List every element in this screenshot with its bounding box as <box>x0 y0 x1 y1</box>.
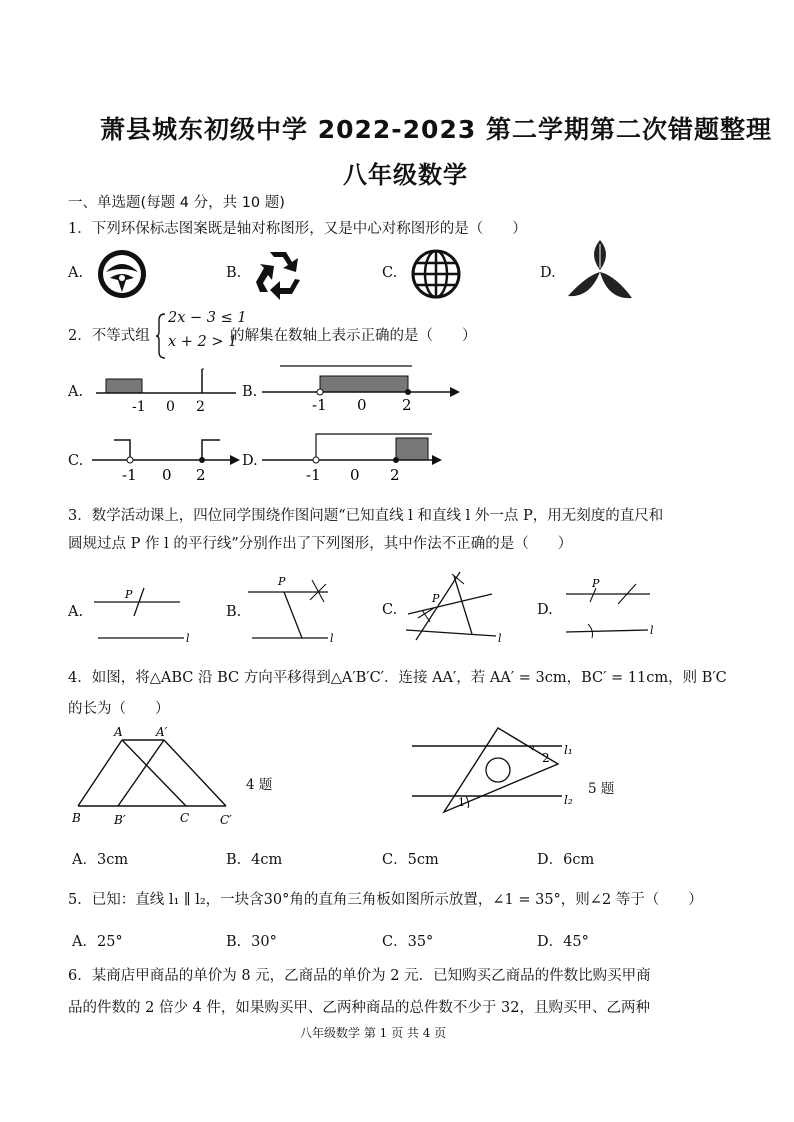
q5-option-c: C．35° <box>382 934 434 950</box>
tick-label: 2 <box>390 466 400 484</box>
construction-figure-d <box>562 574 662 644</box>
question-6-line-2: 品的件数的 2 倍少 4 件，如果购买甲、乙两种商品的总件数不少于 32，且购买甲、乙两种 <box>68 1000 650 1016</box>
line-label: l <box>650 624 654 637</box>
inequality-2: x + 2 > 1 <box>168 334 238 350</box>
angle-2-label: 2 <box>542 751 550 765</box>
q2-option-c-label: C. <box>68 453 84 469</box>
point-a-prime-label: A′ <box>156 725 168 739</box>
question-4-line-2: 的长为（ ） <box>68 701 170 717</box>
line-l1-label: l₁ <box>564 743 573 757</box>
construction-figure-a <box>94 582 204 646</box>
line-label: l <box>498 632 502 645</box>
q5-option-a: A．25° <box>72 934 123 950</box>
recycle-icon <box>250 246 306 300</box>
tick-label: -1 <box>312 396 327 414</box>
tick-label: -1 <box>306 466 321 484</box>
page-footer: 八年级数学 第 1 页 共 4 页 <box>300 1026 447 1040</box>
q4-option-b: B．4cm <box>226 852 283 868</box>
question-2-suffix: 的解集在数轴上表示正确的是（ ） <box>230 328 477 344</box>
q1-option-a-label: A. <box>68 265 84 281</box>
q1-option-b-label: B. <box>226 265 242 281</box>
tick-label: 0 <box>350 466 360 484</box>
tick-label: 2 <box>196 399 205 415</box>
q2-option-b-label: B. <box>242 384 258 400</box>
q3-option-d-label: D. <box>537 602 553 618</box>
q1-option-d-label: D. <box>540 265 556 281</box>
question-4-line-1: 4．如图，将△ABC 沿 BC 方向平移得到△A′B′C′．连接 AA′，若 AA′ = 3cm，BC′ = 11cm，则 B′C <box>68 670 727 686</box>
point-b-prime-label: B′ <box>114 813 126 827</box>
q5-option-b: B．30° <box>226 934 277 950</box>
line-label: l <box>330 632 334 645</box>
q1-option-c-label: C. <box>382 265 398 281</box>
q3-option-c-label: C. <box>382 602 398 618</box>
point-label: P <box>125 588 133 601</box>
three-leaf-icon <box>566 240 634 302</box>
tick-label: 2 <box>402 396 412 414</box>
globe-icon <box>410 248 462 300</box>
figure-5-label: 5 题 <box>588 781 615 797</box>
construction-figure-c <box>402 568 512 648</box>
point-label: P <box>592 577 600 590</box>
question-3-line-2: 圆规过点 P 作 l 的平行线”分别作出了下列图形，其中作法不正确的是（ ） <box>68 536 573 552</box>
point-c-prime-label: C′ <box>220 813 232 827</box>
question-2-prefix: 2．不等式组 <box>68 328 150 344</box>
point-label: P <box>278 575 286 588</box>
question-6-line-1: 6．某商店甲商品的单价为 8 元，乙商品的单价为 2 元．已知购买乙商品的件数比购买甲商 <box>68 968 651 984</box>
section-heading: 一、单选题(每题 4 分，共 10 题) <box>68 195 285 211</box>
number-line-b <box>262 360 462 416</box>
point-c-label: C <box>180 811 190 825</box>
translation-triangles-figure <box>70 725 250 828</box>
line-label: l <box>186 632 190 645</box>
page-subtitle: 八年级数学 <box>343 161 468 189</box>
tick-label: -1 <box>122 466 137 484</box>
tick-label: -1 <box>132 399 146 415</box>
tick-label: 2 <box>196 466 206 484</box>
line-l2-label: l₂ <box>564 793 573 807</box>
tick-label: 0 <box>166 399 175 415</box>
page-title: 萧县城东初级中学 2022-2023 第二学期第二次错题整理 <box>100 115 772 144</box>
q4-option-d: D．6cm <box>537 852 595 868</box>
tick-label: 0 <box>162 466 172 484</box>
q4-option-c: C．5cm <box>382 852 439 868</box>
leaf-emblem-icon <box>96 248 148 300</box>
tick-label: 0 <box>357 396 367 414</box>
q2-option-d-label: D. <box>242 453 258 469</box>
figure-4-label: 4 题 <box>246 777 273 793</box>
point-label: P <box>432 592 440 605</box>
q5-option-d: D．45° <box>537 934 589 950</box>
number-line-c <box>92 432 252 488</box>
inequality-1: 2x − 3 ≤ 1 <box>168 310 247 326</box>
brace-icon <box>155 312 167 360</box>
point-a-label: A <box>114 725 123 739</box>
q2-option-a-label: A. <box>68 384 84 400</box>
construction-figure-b <box>248 572 348 648</box>
angle-1-label: 1 <box>458 796 465 809</box>
number-line-a <box>96 365 246 415</box>
question-5-text: 5．已知：直线 l₁ ∥ l₂，一块含30°角的直角三角板如图所示放置，∠1 = 35°，则∠2 等于（ ） <box>68 892 703 908</box>
q3-option-a-label: A. <box>68 604 84 620</box>
number-line-d <box>262 428 452 488</box>
question-1-text: 1．下列环保标志图案既是轴对称图形，又是中心对称图形的是（ ） <box>68 221 527 237</box>
q3-option-b-label: B. <box>226 604 242 620</box>
set-square-figure <box>412 724 592 824</box>
q4-option-a: A．3cm <box>72 852 129 868</box>
point-b-label: B <box>72 811 81 825</box>
question-3-line-1: 3．数学活动课上，四位同学围绕作图问题“已知直线 l 和直线 l 外一点 P，用无刻度的直尺和 <box>68 508 664 524</box>
